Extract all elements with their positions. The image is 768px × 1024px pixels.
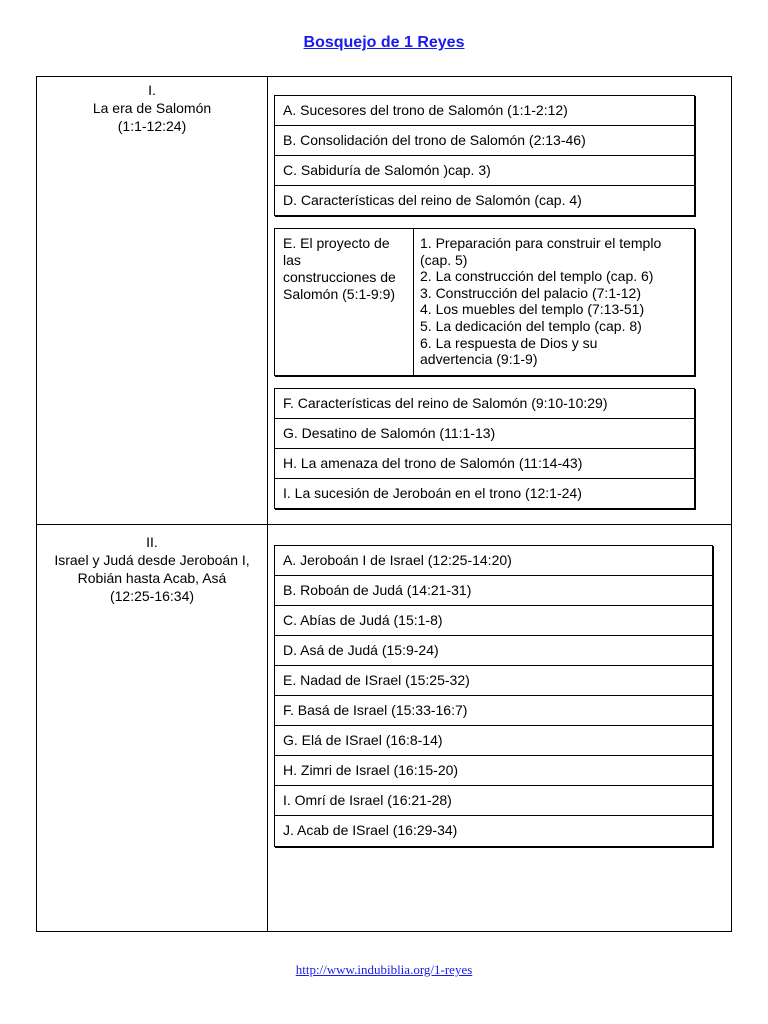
- item-e-label: [275, 229, 414, 375]
- subitem-line: 2. La construcción del templo (cap. 6): [420, 268, 654, 285]
- outline-item: B. Roboán de Judá (14:21-31): [275, 576, 712, 606]
- section-2-items: [274, 545, 713, 847]
- section-2-name: Israel y Judá desde Jeroboán I,: [54, 552, 250, 568]
- section-2-label: [37, 533, 267, 605]
- section-1-range: (1:1-12:24): [117, 118, 187, 134]
- outline-item: G. Elá de ISrael (16:8-14): [275, 726, 712, 756]
- subitem-line: advertencia (9:1-9): [420, 351, 538, 368]
- section-1-item-e: [274, 228, 695, 376]
- item-e-subitems: [414, 229, 694, 375]
- page-title: Bosquejo de 1 Reyes: [303, 34, 465, 51]
- table-row-divider: [36, 524, 732, 525]
- footer-link[interactable]: http://www.indubiblia.org/1-reyes: [295, 962, 473, 977]
- outline-item: I. Omrí de Israel (16:21-28): [275, 786, 712, 816]
- outline-item: C. Sabiduría de Salomón )cap. 3): [275, 156, 694, 186]
- section-1-numeral: I.: [148, 82, 156, 98]
- outline-item: I. La sucesión de Jeroboán en el trono (12:1-24): [283, 485, 582, 501]
- item-e-label-line: Salomón (5:1-9:9): [283, 286, 396, 302]
- outline-item: C. Abías de Judá (15:1-8): [275, 606, 712, 636]
- item-e-label-line: E. El proyecto de: [283, 235, 390, 251]
- outline-item: G. Desatino de Salomón (11:1-13): [275, 419, 694, 449]
- item-e-label-line: construcciones de: [283, 269, 396, 285]
- subitem-line: 5. La dedicación del templo (cap. 8): [420, 317, 642, 334]
- outline-item: F. Características del reino de Salomón (9:10-10:29): [275, 389, 694, 419]
- subitem-line: 1. Preparación para construir el templo: [420, 235, 662, 251]
- section-1-group-a-d: [274, 95, 695, 216]
- section-1-label: [37, 81, 267, 135]
- section-2-range: (12:25-16:34): [109, 588, 195, 604]
- section-2-name: Robián hasta Acab, Asá: [77, 570, 227, 586]
- outline-item: A. Sucesores del trono de Salomón (1:1-2:12): [275, 96, 694, 126]
- outline-item: D. Asá de Judá (15:9-24): [275, 636, 712, 666]
- subitem-line: 4. Los muebles del templo (7:13-51): [420, 301, 645, 318]
- outline-item: A. Jeroboán I de Israel (12:25-14:20): [275, 546, 712, 576]
- outline-item: H. Zimri de Israel (16:15-20): [275, 756, 712, 786]
- table-column-divider: [267, 76, 268, 932]
- subitem-line: 6. La respuesta de Dios y su: [420, 334, 598, 351]
- item-e-label-line: las: [283, 252, 301, 268]
- outline-item: B. Consolidación del trono de Salomón (2:13-46): [275, 126, 694, 156]
- outline-item: F. Basá de Israel (15:33-16:7): [275, 696, 712, 726]
- section-1-name: La era de Salomón: [92, 100, 212, 116]
- subitem-line: 3. Construcción del palacio (7:1-12): [420, 284, 642, 301]
- subitem-line: (cap. 5): [420, 251, 468, 268]
- outline-item: J. Acab de ISrael (16:29-34): [283, 822, 458, 838]
- outline-item: H. La amenaza del trono de Salomón (11:14-43): [275, 449, 694, 479]
- outline-item: D. Características del reino de Salomón (cap. 4): [283, 192, 582, 208]
- section-2-numeral: II.: [146, 534, 158, 550]
- section-1-group-f-i: [274, 388, 695, 509]
- outline-item: E. Nadad de ISrael (15:25-32): [275, 666, 712, 696]
